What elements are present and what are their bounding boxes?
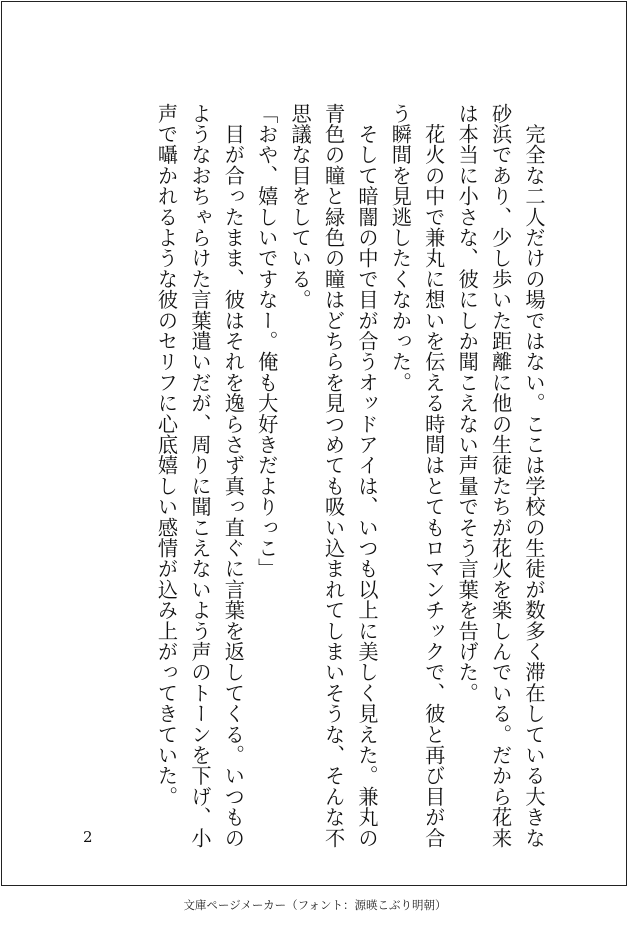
text-line: 思議な目をしている。 (288, 103, 313, 310)
text-line: 目が合ったまま、彼はそれを逸らさず真っ直ぐに言葉を返してくる。いつもの (221, 103, 246, 849)
vertical-text-body (149, 103, 550, 849)
text-line: 声で囁かれるような彼のセリフに心底嬉しい感情が込み上がってきていた。 (154, 103, 179, 807)
text-line: そして暗闇の中で目が合うオッドアイは、いつも以上に美しく見えた。兼丸の (354, 103, 379, 849)
text-line: 青色の瞳と緑色の瞳はどちらを見つめても吸い込まれてしまいそうな、そんな不 (321, 103, 346, 849)
footer-credit: 文庫ページメーカー（フォント：源暎こぶり明朝） (183, 898, 447, 912)
text-line: 砂浜であり、少し歩いた距離に他の生徒たちが花火を楽しんでいる。だから花来 (488, 103, 513, 849)
page-frame (1, 1, 627, 886)
text-line: 花火の中で兼丸に想いを伝える時間はとてもロマンチックで、彼と再び目が合 (421, 103, 446, 849)
text-line: は本当に小さな、彼にしか聞こえない声量でそう言葉を告げた。 (455, 103, 480, 704)
text-line: 「おや、嬉しいですなー。俺も大好きだよりっこ」 (254, 103, 279, 580)
text-line: う瞬間を見逃したくなかった。 (388, 103, 413, 393)
text-line: 完全な二人だけの場ではない。ここは学校の生徒が数多く滞在している大きな (522, 103, 546, 849)
page-number: 2 (83, 828, 93, 846)
text-line: ようなおちゃらけた言葉遣いだが、周りに聞こえないよう声のトーンを下げ、小 (187, 103, 212, 849)
